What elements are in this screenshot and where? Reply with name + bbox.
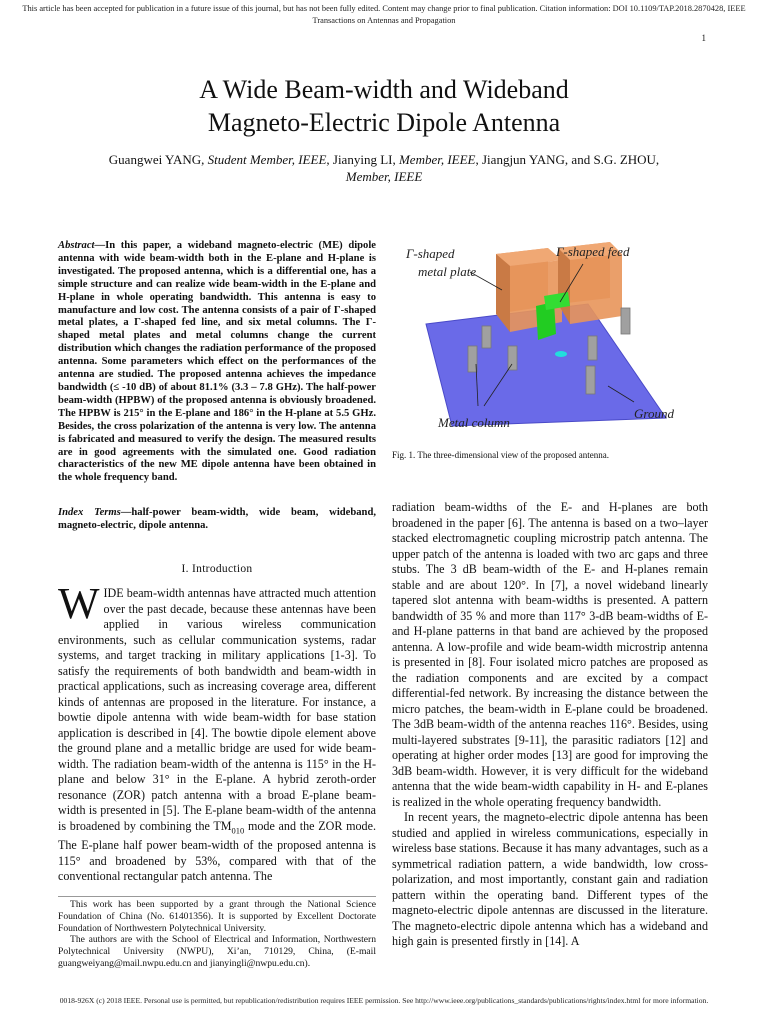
right-column-text [392,500,708,950]
paper-title [60,73,708,139]
author-1-role: Student Member, IEEE [207,152,327,167]
index-terms-text: —half-power beam-width, wide beam, wideband, magneto-electric, dipole antenna. [58,507,376,531]
page-number: 1 [701,33,706,43]
running-header [0,3,768,27]
metal-column [621,308,630,334]
intro-text-a: IDE beam-width antennas have attracted much attention over the past decade, because these antennas have been applied in various wireless communication environments, such as cellular communication systems, radar systems, and target tracking in military applications [1-3]. To satisfy the requirements of both bandwidth and beam-width in practical applications, such as increasing coverage area, different kinds of antennas are proposed in the literature. For instance, a bowtie dipole antenna with wide beam-width for base station application is described in [4]. The bowtie dipole element above the ground plane and a metallic bridge are used for wide beam-width. The radiation beam-width of the antenna is 115° in the H-plane and below 31° in the E-plane. A hybrid zeroth-order resonance (ZOR) patch antenna with a broad E-plane beam-width is presented in [5]. The E-plane beam-width of the antenna is broadened by combining the TM [58,586,376,833]
introduction-paragraph [58,579,376,885]
index-terms-label: Index Terms [58,507,121,518]
author-list [60,151,708,185]
figure-1 [398,236,688,445]
title-line-1: A Wide Beam-width and Wideband [199,75,569,104]
footnotes [58,896,376,970]
metal-column [586,366,595,394]
figure-caption: Fig. 1. The three-dimensional view of the proposed antenna. [392,450,610,460]
abstract-text: —In this paper, a wideband magneto-electric (ME) dipole antenna with wide beam-width both in the E-plane and H-plane is investigated. The proposed antenna, which is a differential one, has a simple structure and can realize wide beam-width in the E-plane and H-plane in whole operating bandwidth. This antenna is easy to manufacture and low cost. The antenna consists of a pair of Γ-shaped metal plates, a Γ-shaped fed line, and six metal columns. The Γ-shaped metal plates and metal columns change the current distribution which changes the radiation performance of the proposed antenna. Some parameters which effect on the performances of the antenna are studied. The proposed antenna achieves the impedance bandwidth (≤ -10 dB) of about 81.1% (3.3 – 7.8 GHz). The half-power beam-width (HPBW) of the proposed antenna is obviously broadened. The HPBW is 215° in the E-plane and 186° in the H-plane at 5.5 GHz. Besides, the cross polarization of the antenna is very low. The antenna is fabricated and measured to verify the design. The measured results are in good agreements with the simulated one. Good radiation characteristics of the new ME dipole antenna have been obtained in the whole frequency band. [58,240,376,484]
title-line-2: Magneto-Electric Dipole Antenna [207,108,561,137]
copyright-footer: 0018-926X (c) 2018 IEEE. Personal use is permitted, but republication/redistribution requires IEEE permission. See http://www.ieee.org/publications_standards/publications/rights/index.html for more information. [59,996,709,1005]
index-terms [58,507,376,533]
label-ground: Ground [634,406,674,421]
feed-port [555,351,567,357]
label-gamma-plate-2: metal plate [418,264,477,279]
intro-subscript: 010 [231,824,245,835]
abstract [58,240,376,485]
author-2-role: Member, IEEE [398,152,476,167]
drop-cap: W [58,579,100,628]
label-gamma-feed: Γ-shaped feed [556,244,630,259]
section-heading-introduction: I. Introduction [181,563,253,575]
metal-column [588,336,597,360]
author-3: , Jiangjun YANG, and S.G. ZHOU, [475,152,660,167]
author-1: Guangwei YANG, [108,152,208,167]
footnote-affiliation: The authors are with the School of Electrical and Information, Northwestern Polytechnical University (NWPU), Xi’an, 710129, China, (E-mail guangweiyang@mail.nwpu.edu.cn and jianyingli@nwpu.edu.cn). [58,934,376,969]
label-gamma-plate-1: Γ-shaped [406,246,455,261]
author-2: , Jianying LI, [326,152,399,167]
metal-column [468,346,477,372]
label-metal-column: Metal column [438,415,510,430]
antenna-3d-illustration [398,236,688,440]
gamma-plate-right-front [570,254,622,324]
header-citation: This article has been accepted for publication in a future issue of this journal, but has not been fully edited. Content may change prior to final publication. Citation information: DOI 10.1109/TAP.2018.2870428, IEEE [22,4,746,13]
abstract-label: Abstract [58,240,95,251]
metal-column [482,326,491,348]
metal-column [508,346,517,370]
header-journal: Transactions on Antennas and Propagation [312,16,456,25]
right-paragraph-1: radiation beam-widths of the E- and H-planes are both broadened in the paper [6]. The antenna is based on a two–layer stacked electromagnetic coupling microstrip patch antenna. The upper patch of the antenna is loaded with two arc gaps and three stubs. The 3 dB beam-width of the E- and H-planes remain stable and are about 120°. In [7], a novel wideband linearly tapered slot antenna with beam-widths is presented. A pattern bandwidth of 35 % and more than 117° 3-dB beam-widths of E- and H-plane patterns in that band are achieved by the proposed antenna. A low-profile and wide beam-width microstrip antenna is presented in [8]. Four isolated micro patches are proposed as the radiation components and are excited by a compact differential-fed network. By increasing the distance between the micro patches, the beam-width in E-plane could be broadened. The 3dB beam-width of the antenna reaches 116°. Besides, using multi-layered substrates [9-11], the parasitic radiators [12] and operating at higher order modes [13] are good for improving the 3dB beam-width. However, it is very difficult for the wideband antenna that the wide beam-width capability in H- and E-planes is realized in the whole operating frequency bandwidth. [392,500,708,809]
author-3-role: Member, IEEE [345,169,423,184]
intro-text-b: mode and the ZOR mode. The E-plane half power beam-width of the proposed antenna is 115° and broadened by 53%, compared with that of the conventional rectangular patch antenna. The [58,818,376,884]
footnote-funding: This work has been supported by a grant through the National Science Foundation of China (No. 61401356). It is supported by Excellent Doctorate Foundation of Northwestern Polytechnical University. [58,899,376,934]
right-paragraph-2: In recent years, the magneto-electric dipole antenna has been studied and applied in wireless communications, especially in wireless base stations. Because it has many advantages, such as a symmetrical radiation pattern, a wide bandwidth, low cross-polarization, and most importantly, constant gain and radiation pattern within the operating band. Different types of the magneto-electric dipole antennas are discussed in the literature. The magneto-electric dipole antenna which has a wideband and high gain is presented firstly in [14]. A [392,810,708,948]
